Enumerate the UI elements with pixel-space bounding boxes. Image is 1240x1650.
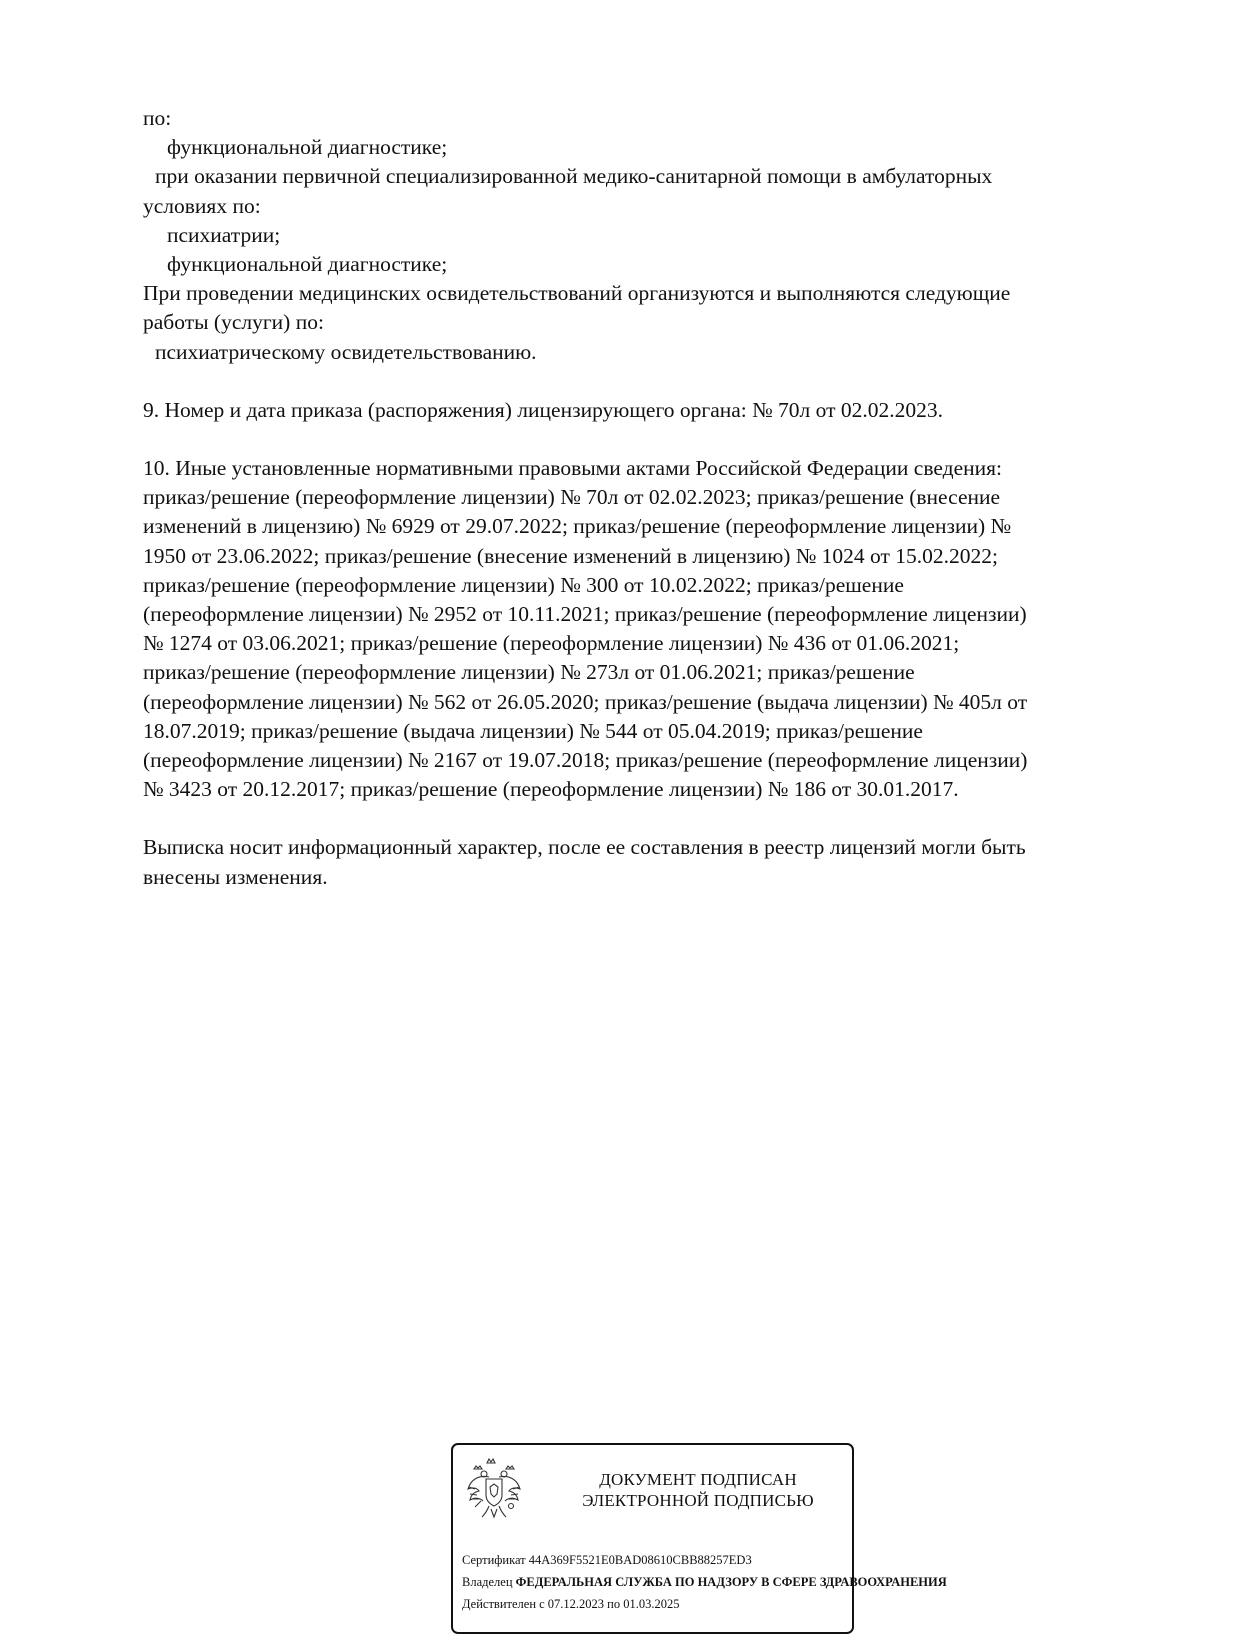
text-line: 10. Иные установленные нормативными правовыми актами Российской Федерации сведения: bbox=[143, 456, 1002, 481]
text-line: психиатрическому освидетельствованию. bbox=[155, 339, 537, 364]
text-line: по: bbox=[143, 106, 172, 130]
text-line: работы (услуги) по: bbox=[143, 310, 324, 335]
text-line: изменений в лицензию) № 6929 от 29.07.2022; приказ/решение (переоформление лицензии) № bbox=[143, 514, 1012, 539]
text-line: (переоформление лицензии) № 2167 от 19.07.2018; приказ/решение (переоформление лицензии) bbox=[143, 748, 1028, 773]
disclaimer-line: Выписка носит информационный характер, после ее составления в реестр лицензий могли быть bbox=[143, 835, 1026, 860]
certificate-value: 44A369F5521E0BAD08610CBB88257ED3 bbox=[528, 1553, 752, 1567]
stamp-title-line: ЭЛЕКТРОННОЙ ПОДПИСЬЮ bbox=[582, 1491, 814, 1510]
text-line: при оказании первичной специализированной медико-санитарной помощи в амбулаторных bbox=[155, 164, 993, 189]
text-line: (переоформление лицензии) № 2952 от 10.11.2021; приказ/решение (переоформление лицензии) bbox=[143, 602, 1027, 627]
text-line: психиатрии; bbox=[167, 222, 281, 247]
certificate-label: Сертификат bbox=[462, 1553, 526, 1567]
text-line: 18.07.2019; приказ/решение (выдача лицензии) № 544 от 05.04.2019; приказ/решение bbox=[143, 718, 923, 743]
owner-row bbox=[462, 1571, 962, 1593]
text-line: функциональной диагностике; bbox=[167, 135, 448, 160]
certificate-row bbox=[462, 1549, 962, 1571]
owner-value: ФЕДЕРАЛЬНАЯ СЛУЖБА ПО НАДЗОРУ В СФЕРЕ ЗДРАВООХРАНЕНИЯ bbox=[515, 1575, 947, 1589]
validity-period: Действителен с 07.12.2023 по 01.03.2025 bbox=[462, 1597, 680, 1611]
owner-label: Владелец bbox=[462, 1575, 513, 1589]
text-line: приказ/решение (переоформление лицензии) № 300 от 10.02.2022; приказ/решение bbox=[143, 572, 904, 597]
text-line: условиях по: bbox=[143, 193, 261, 218]
document-body bbox=[143, 104, 1143, 892]
stamp-title bbox=[553, 1469, 843, 1511]
disclaimer-line: внесены изменения. bbox=[143, 864, 328, 889]
section-9-order: 9. Номер и дата приказа (распоряжения) лицензирующего органа: № 70л от 02.02.2023. bbox=[143, 397, 943, 422]
text-line: приказ/решение (переоформление лицензии) № 70л от 02.02.2023; приказ/решение (внесение bbox=[143, 485, 1001, 510]
stamp-info bbox=[462, 1549, 962, 1615]
stamp-title-line: ДОКУМЕНТ ПОДПИСАН bbox=[599, 1470, 797, 1489]
text-line: № 1274 от 03.06.2021; приказ/решение (переоформление лицензии) № 436 от 01.06.2021; bbox=[143, 631, 960, 656]
text-line: № 3423 от 20.12.2017; приказ/решение (переоформление лицензии) № 186 от 30.01.2017. bbox=[143, 777, 959, 802]
text-line: При проведении медицинских освидетельствований организуются и выполняются следующие bbox=[143, 281, 1011, 306]
text-line: 1950 от 23.06.2022; приказ/решение (внесение изменений в лицензию) № 1024 от 15.02.2022; bbox=[143, 543, 999, 568]
section-10-other-info bbox=[143, 454, 1146, 804]
text-line: (переоформление лицензии) № 562 от 26.05.2020; приказ/решение (выдача лицензии) № 405л от bbox=[143, 689, 1028, 714]
text-line: приказ/решение (переоформление лицензии) № 273л от 01.06.2021; приказ/решение bbox=[143, 660, 915, 685]
electronic-signature-stamp bbox=[451, 1443, 947, 1634]
coat-of-arms-icon bbox=[465, 1457, 523, 1521]
text-line: функциональной диагностике; bbox=[167, 252, 448, 277]
